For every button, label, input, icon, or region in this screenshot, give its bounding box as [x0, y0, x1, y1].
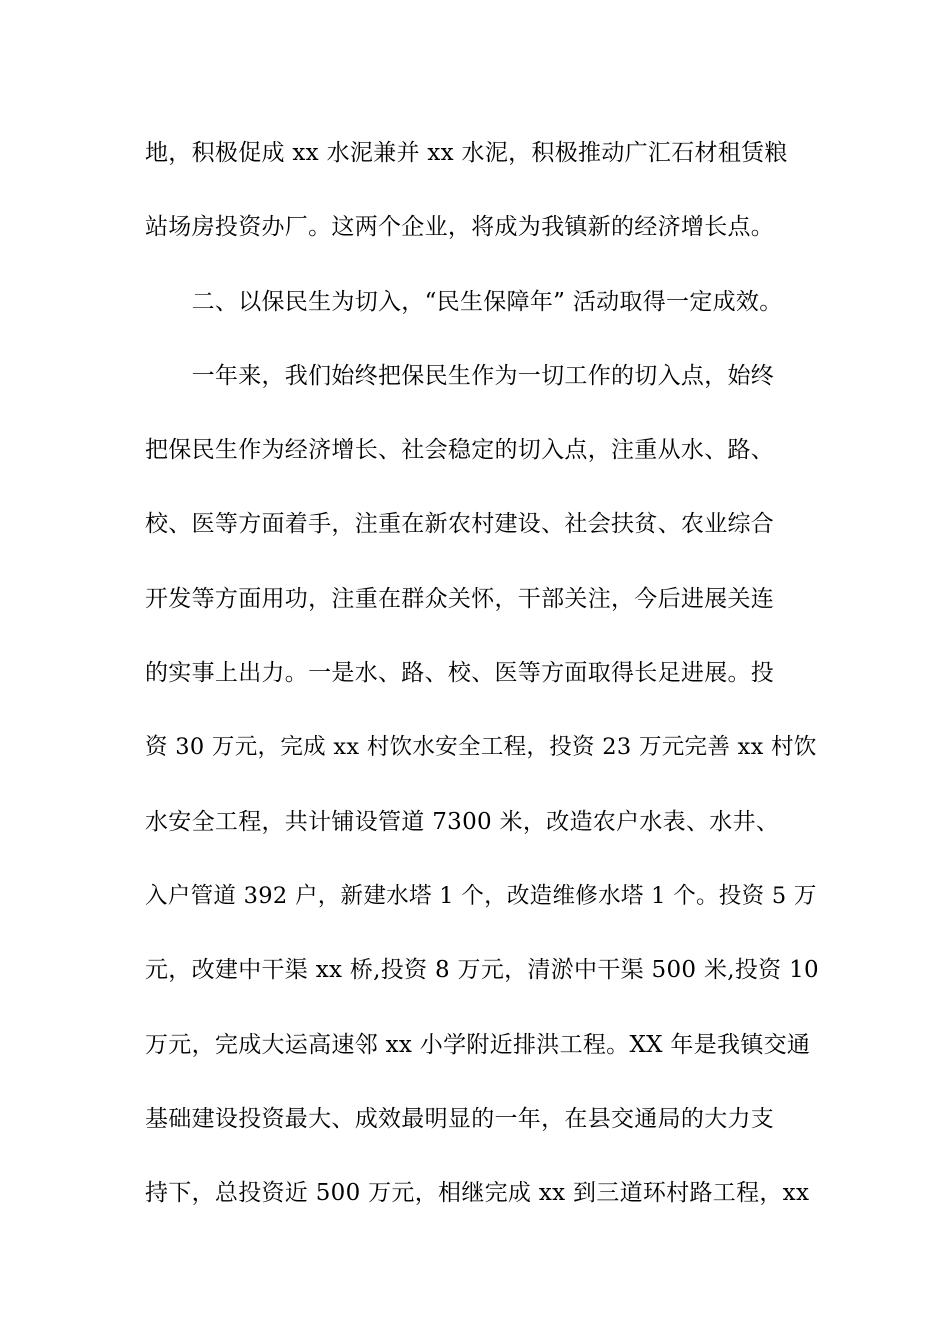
text-line: 基础建设投资最大、成效最明显的一年，在县交通局的大力支 [145, 1106, 775, 1132]
text-line: 万元，完成大运高速邻 xx 小学附近排洪工程。XX 年是我镇交通 [145, 1032, 811, 1058]
text-line: 地，积极促成 xx 水泥兼并 xx 水泥，积极推动广汇石材租赁粮 [145, 140, 788, 166]
text-line: 的实事上出力。一是水、路、校、医等方面取得长足进展。投 [145, 660, 775, 686]
text-line: 开发等方面用功，注重在群众关怀，干部关注，今后进展关连 [145, 586, 775, 612]
text-line: 水安全工程，共计铺设管道 7300 米，改造农户水表、水井、 [145, 809, 780, 835]
text-line: 二、以保民生为切入，“民生保障年” 活动取得一定成效。 [145, 289, 783, 315]
text-line: 校、医等方面着手，注重在新农村建设、社会扶贫、农业综合 [145, 511, 775, 537]
text-line: 元，改建中干渠 xx 桥,投资 8 万元，清淤中干渠 500 米,投资 10 [145, 957, 819, 983]
text-line: 入户管道 392 户，新建水塔 1 个，改造维修水塔 1 个。投资 5 万 [145, 883, 817, 909]
text-line: 站场房投资办厂。这两个企业，将成为我镇新的经济增长点。 [145, 214, 775, 240]
text-line: 把保民生作为经济增长、社会稳定的切入点，注重从水、路、 [145, 437, 775, 463]
text-line: 持下，总投资近 500 万元，相继完成 xx 到三道环村路工程，xx [145, 1180, 810, 1206]
text-line: 一年来，我们始终把保民生作为一切工作的切入点，始终 [145, 363, 775, 389]
text-line: 资 30 万元，完成 xx 村饮水安全工程，投资 23 万元完善 xx 村饮 [145, 734, 817, 760]
